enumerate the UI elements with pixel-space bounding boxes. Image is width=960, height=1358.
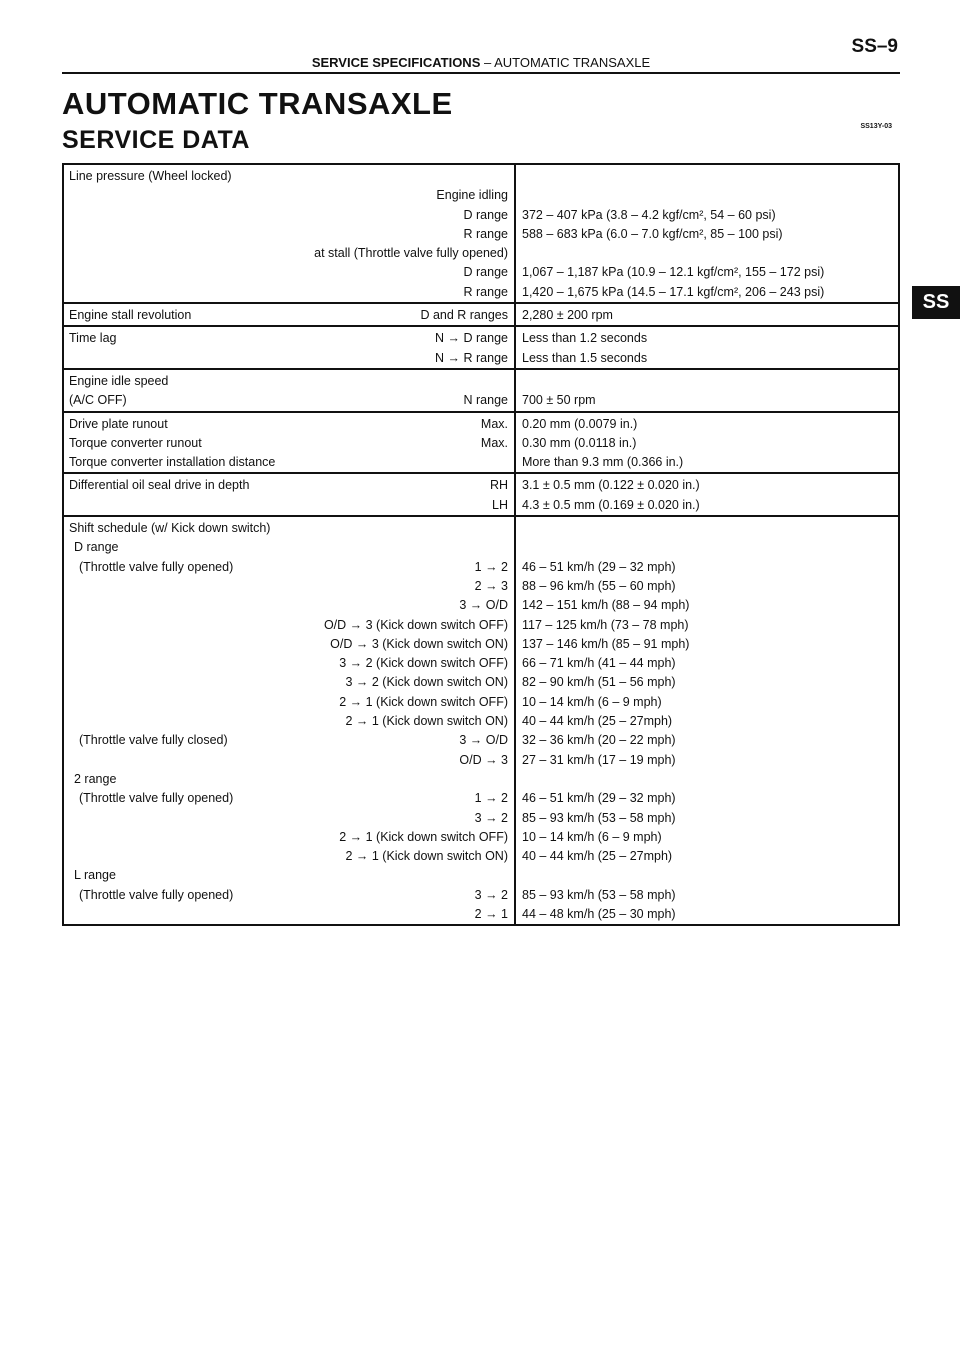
spec-row [69, 693, 508, 712]
spec-row [69, 496, 508, 515]
spec-values [514, 370, 898, 411]
spec-value: 40 – 44 km/h (25 – 27mph) [522, 849, 673, 864]
spec-value: Less than 1.2 seconds [522, 331, 648, 346]
spec-row [69, 558, 508, 577]
header-rule [62, 72, 900, 74]
spec-value [522, 372, 893, 391]
spec-value [522, 866, 893, 885]
spec-labels [64, 413, 514, 473]
spec-value: 85 – 93 km/h (53 – 58 mph) [522, 810, 676, 825]
spec-item-label: D range [74, 540, 119, 555]
spec-condition: 2 → 1 (Kick down switch OFF) [339, 694, 508, 709]
page-title: AUTOMATIC TRANSAXLE [62, 86, 453, 121]
spec-item-label: 2 range [74, 771, 117, 786]
spec-row [69, 847, 508, 866]
running-header [62, 55, 900, 70]
spec-row [69, 244, 508, 263]
service-data-table [62, 163, 900, 926]
spec-row [69, 415, 508, 434]
spec-labels [64, 370, 514, 411]
running-title-bold: SERVICE SPECIFICATIONS [311, 55, 481, 70]
spec-labels [64, 517, 514, 924]
spec-row [69, 391, 508, 410]
spec-condition: RH [489, 478, 508, 493]
spec-row [69, 283, 508, 302]
page-number: SS–9 [851, 36, 898, 57]
spec-value [522, 244, 893, 263]
spec-condition: 1 → 2 [474, 791, 508, 806]
spec-row [69, 712, 508, 731]
spec-value: 44 – 48 km/h (25 – 30 mph) [522, 906, 676, 921]
spec-section [64, 302, 898, 325]
spec-item-label: Drive plate runout [69, 416, 168, 431]
spec-row [69, 809, 508, 828]
spec-value: 4.3 ± 0.5 mm (0.169 ± 0.020 in.) [522, 497, 700, 512]
section-tab[interactable]: SS [912, 286, 960, 319]
spec-row [69, 770, 508, 789]
spec-condition: D range [463, 265, 508, 280]
spec-section [64, 368, 898, 411]
spec-condition: 2 → 3 [474, 578, 508, 593]
spec-row [69, 751, 508, 770]
spec-condition: LH [492, 497, 508, 512]
spec-condition: Max. [480, 435, 508, 450]
spec-condition: D and R ranges [420, 308, 508, 323]
spec-row [69, 225, 508, 244]
spec-item-label: Torque converter installation distance [69, 455, 276, 470]
spec-value: 46 – 51 km/h (29 – 32 mph) [522, 791, 676, 806]
spec-value: 588 – 683 kPa (6.0 – 7.0 kgf/cm², 85 – 100 psi) [522, 226, 783, 241]
spec-values [514, 304, 898, 325]
spec-item-label: (Throttle valve fully opened) [79, 887, 234, 902]
spec-condition: N → D range [435, 331, 508, 346]
spec-value [522, 186, 893, 205]
spec-value: 85 – 93 km/h (53 – 58 mph) [522, 887, 676, 902]
running-title-section: AUTOMATIC TRANSAXLE [494, 55, 651, 70]
spec-condition: 3 → O/D [459, 598, 508, 613]
spec-value: 372 – 407 kPa (3.8 – 4.2 kgf/cm², 54 – 60 psi) [522, 207, 776, 222]
spec-row [69, 349, 508, 368]
spec-value: 27 – 31 km/h (17 – 19 mph) [522, 752, 676, 767]
spec-condition: 2 → 1 [474, 906, 508, 921]
spec-condition: Max. [480, 416, 508, 431]
spec-value: 82 – 90 km/h (51 – 56 mph) [522, 675, 676, 690]
spec-labels [64, 165, 514, 302]
spec-item-label: (A/C OFF) [69, 393, 127, 408]
spec-row [69, 434, 508, 453]
spec-value: 46 – 51 km/h (29 – 32 mph) [522, 559, 676, 574]
spec-value: 137 – 146 km/h (85 – 91 mph) [522, 636, 690, 651]
spec-values [514, 474, 898, 515]
spec-row [69, 577, 508, 596]
spec-item-label: (Throttle valve fully opened) [79, 791, 234, 806]
document-code: SS13Y-03 [860, 123, 892, 130]
spec-row [69, 905, 508, 924]
spec-row [69, 519, 508, 538]
spec-section [64, 515, 898, 924]
spec-value: 40 – 44 km/h (25 – 27mph) [522, 714, 673, 729]
spec-row [69, 789, 508, 808]
spec-value: 2,280 ± 200 rpm [522, 308, 613, 323]
spec-row [69, 886, 508, 905]
spec-values [514, 413, 898, 473]
spec-condition: 3 → 2 [474, 810, 508, 825]
spec-condition: 3 → 2 [474, 887, 508, 902]
spec-row [69, 673, 508, 692]
spec-value: 88 – 96 km/h (55 – 60 mph) [522, 578, 676, 593]
spec-section [64, 325, 898, 368]
spec-row [69, 206, 508, 225]
spec-item-label: Torque converter runout [69, 435, 202, 450]
spec-row [69, 372, 508, 391]
spec-item-label: Line pressure (Wheel locked) [69, 169, 232, 183]
spec-row [69, 306, 508, 325]
spec-condition: 2 → 1 (Kick down switch ON) [345, 849, 508, 864]
spec-item-label: L range [74, 868, 116, 883]
spec-row [69, 635, 508, 654]
spec-item-label: Shift schedule (w/ Kick down switch) [69, 521, 271, 536]
spec-condition: R range [463, 284, 508, 299]
spec-item-label: Engine idle speed [69, 373, 169, 388]
spec-labels [64, 304, 514, 325]
spec-value: 1,420 – 1,675 kPa (14.5 – 17.1 kgf/cm², 206 – 243 psi) [522, 284, 825, 299]
spec-value: 3.1 ± 0.5 mm (0.122 ± 0.020 in.) [522, 478, 700, 493]
spec-row [69, 453, 508, 472]
spec-item-label: Time lag [69, 331, 117, 346]
spec-section [64, 411, 898, 473]
spec-value: 10 – 14 km/h (6 – 9 mph) [522, 694, 662, 709]
spec-values [514, 165, 898, 302]
spec-condition: O/D → 3 (Kick down switch OFF) [323, 617, 508, 632]
spec-value: 1,067 – 1,187 kPa (10.9 – 12.1 kgf/cm², 155 – 172 psi) [522, 265, 825, 280]
spec-row [69, 866, 508, 885]
spec-row [69, 596, 508, 615]
spec-value: Less than 1.5 seconds [522, 350, 648, 365]
spec-condition: N → R range [435, 350, 508, 365]
spec-item-label: (Throttle valve fully closed) [79, 733, 228, 748]
spec-condition: 1 → 2 [474, 559, 508, 574]
spec-item-label: Differential oil seal drive in depth [69, 478, 250, 493]
spec-value [522, 519, 893, 538]
spec-row [69, 731, 508, 750]
spec-value: 0.30 mm (0.0118 in.) [522, 435, 637, 450]
spec-condition: Engine idling [436, 188, 508, 203]
spec-value [522, 538, 893, 557]
spec-condition: 2 → 1 (Kick down switch OFF) [339, 829, 508, 844]
running-title-dash: – [480, 55, 495, 70]
spec-value: 10 – 14 km/h (6 – 9 mph) [522, 829, 662, 844]
spec-values [514, 517, 898, 924]
spec-section [64, 472, 898, 515]
page-subtitle: SERVICE DATA [62, 126, 250, 154]
spec-section [64, 165, 898, 302]
spec-condition: 3 → O/D [459, 733, 508, 748]
spec-value: 66 – 71 km/h (41 – 44 mph) [522, 656, 676, 671]
spec-value: 0.20 mm (0.0079 in.) [522, 416, 638, 431]
spec-condition: 3 → 2 (Kick down switch OFF) [339, 656, 508, 671]
spec-value [522, 167, 893, 186]
spec-condition: R range [463, 226, 508, 241]
spec-value: 32 – 36 km/h (20 – 22 mph) [522, 733, 676, 748]
spec-row [69, 654, 508, 673]
spec-condition: O/D → 3 (Kick down switch ON) [330, 636, 508, 651]
spec-value: More than 9.3 mm (0.366 in.) [522, 455, 684, 470]
spec-row [69, 329, 508, 348]
spec-condition: 2 → 1 (Kick down switch ON) [345, 714, 508, 729]
spec-labels [64, 474, 514, 515]
spec-condition: N range [463, 393, 508, 408]
spec-labels [64, 327, 514, 368]
spec-value: 142 – 151 km/h (88 – 94 mph) [522, 598, 690, 613]
spec-value: 700 ± 50 rpm [522, 393, 596, 408]
spec-condition: D range [463, 207, 508, 222]
spec-row [69, 263, 508, 282]
spec-condition: 3 → 2 (Kick down switch ON) [345, 675, 508, 690]
spec-row [69, 538, 508, 557]
spec-row [69, 616, 508, 635]
spec-item-label: (Throttle valve fully opened) [79, 559, 234, 574]
spec-row [69, 186, 508, 205]
spec-row [69, 167, 508, 186]
spec-row [69, 828, 508, 847]
spec-condition: O/D → 3 [459, 752, 508, 767]
spec-condition: at stall (Throttle valve fully opened) [314, 246, 508, 261]
spec-values [514, 327, 898, 368]
spec-row [69, 476, 508, 495]
spec-value [522, 770, 893, 789]
spec-value: 117 – 125 km/h (73 – 78 mph) [522, 617, 689, 632]
spec-item-label: Engine stall revolution [69, 308, 192, 323]
